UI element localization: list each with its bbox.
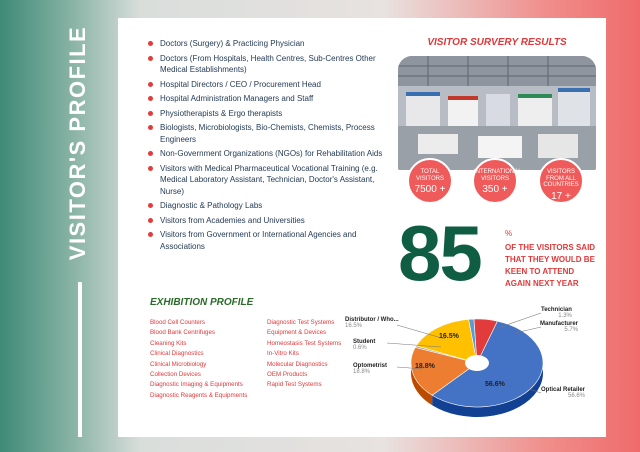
decorative-bar [78,282,82,437]
list-item: Biologists, Microbiologists, Bio-Chemists, Chemists, Process Engineers [148,122,398,145]
pie-legend-label: Optical Retailer [541,387,586,393]
pie-leader-line [495,313,541,329]
pie-legend-manufacturer [540,321,578,333]
list-item: Visitors from Academies and Universities [148,215,398,227]
pie-legend-optical-retailer [541,387,585,399]
list-item: Clinical Diagnostics [150,350,204,358]
list-item: Homeostasis Test Systems [267,339,342,347]
list-item: Collection Devices [150,371,201,379]
stat-countries [538,158,584,204]
exhibition-list-col1 [150,318,247,401]
pie-legend-value: 56.6% [568,393,586,399]
list-item: Diagnostic Test Systems [267,319,335,326]
pie-legend-value: 18.8% [353,369,371,375]
pie-legend-value: 5.7% [564,327,579,333]
stat-label: VISITORS FROM ALL COUNTRIES [543,169,579,188]
list-item: OEM Products [267,371,308,379]
survey-title: VISITOR SURVERY RESULTS [427,37,567,48]
visitors-profile-title: VISITOR'S PROFILE [65,25,90,261]
list-item: Doctors (Surgery) & Practicing Physician [148,38,398,50]
exhibition-hall-illustration [398,56,596,170]
visitor-profile-list [148,38,398,255]
pie-slice-label-optical: 56.6% [485,381,505,388]
list-item: Non-Government Organizations (NGOs) for Rehabilitation Aids [148,148,398,160]
pie-legend-value: 0.6% [353,345,367,351]
pie-legend-label: Technician [541,307,572,313]
pie-slice-label-distributor: 16.5% [439,333,459,340]
pie-slice-label-optometrist: 18.8% [415,363,435,370]
pie-legend-value: 16.5% [345,323,363,329]
stat-label: INTERNATIONAL VISITORS [474,169,522,182]
stat-international-visitors [472,158,522,204]
pie-legend-label: Student [353,339,376,345]
pie-legend-optometrist [353,363,387,375]
list-item: In-Vitro Kits [267,350,299,358]
stat-value: 350 + [482,184,508,195]
list-item: Visitors from Government or International Agencies and Associations [148,229,398,252]
stat-value: 7500 + [414,184,446,195]
exhibition-list-col2 [267,318,341,391]
pie-legend-label: Distributor / Who... [345,317,399,323]
section-title-vertical [62,18,94,268]
list-item: Cleaning Kits [150,339,187,347]
list-item: Doctors (From Hospitals, Health Centres, Sub-Centres Other Medical Establishments) [148,53,398,76]
percent-sign: % [505,229,513,238]
attend-text: OF THE VISITORS SAID THAT THEY WOULD BE KEEN TO ATTEND AGAIN NEXT YEAR [505,243,596,288]
pie-legend-technician [541,307,572,319]
pie-legend-distributor [345,317,399,329]
list-item: Equipment & Devices [267,329,327,337]
pie-legend-value: 1.3% [558,313,572,319]
attend-percent: 85 [398,209,481,297]
pie-legend-student [353,339,375,351]
list-item: Clinical Microbiology [150,360,207,368]
list-item: Diagnostic Imaging & Equipments [150,381,243,389]
pie-legend-label: Optometrist [353,363,388,369]
list-item: Physiotherapists & Ergo therapists [148,108,398,120]
pie-legend-label: Manufacturer [540,321,579,327]
exhibition-profile-title: EXHIBITION PROFILE [150,297,254,308]
exhibition-hall-photo [398,56,596,170]
stat-total-visitors [407,158,453,204]
list-item: Visitors with Medical Pharmaceutical Vocational Training (e.g. Medical Laboratory Assistant, Technician, Doctor's Assistant, Nurse) [148,163,398,198]
pie-center-hole [465,355,489,371]
list-item: Blood Cell Counters [150,319,206,326]
stat-value: 17 + [551,190,571,202]
list-item: Hospital Directors / CEO / Procurement Head [148,79,398,91]
list-item: Hospital Administration Managers and Staff [148,93,398,105]
list-item: Blood Bank Centrifuges [150,329,216,337]
list-item: Diagnostic Reagents & Equipments [150,391,248,399]
list-item: Molecular Diagnostics [267,360,328,368]
list-item: Diagnostic & Pathology Labs [148,200,398,212]
visitor-type-pie-chart [345,303,603,431]
stat-label: TOTAL VISITORS [416,169,444,182]
list-item: Rapid Test Systems [267,381,322,389]
